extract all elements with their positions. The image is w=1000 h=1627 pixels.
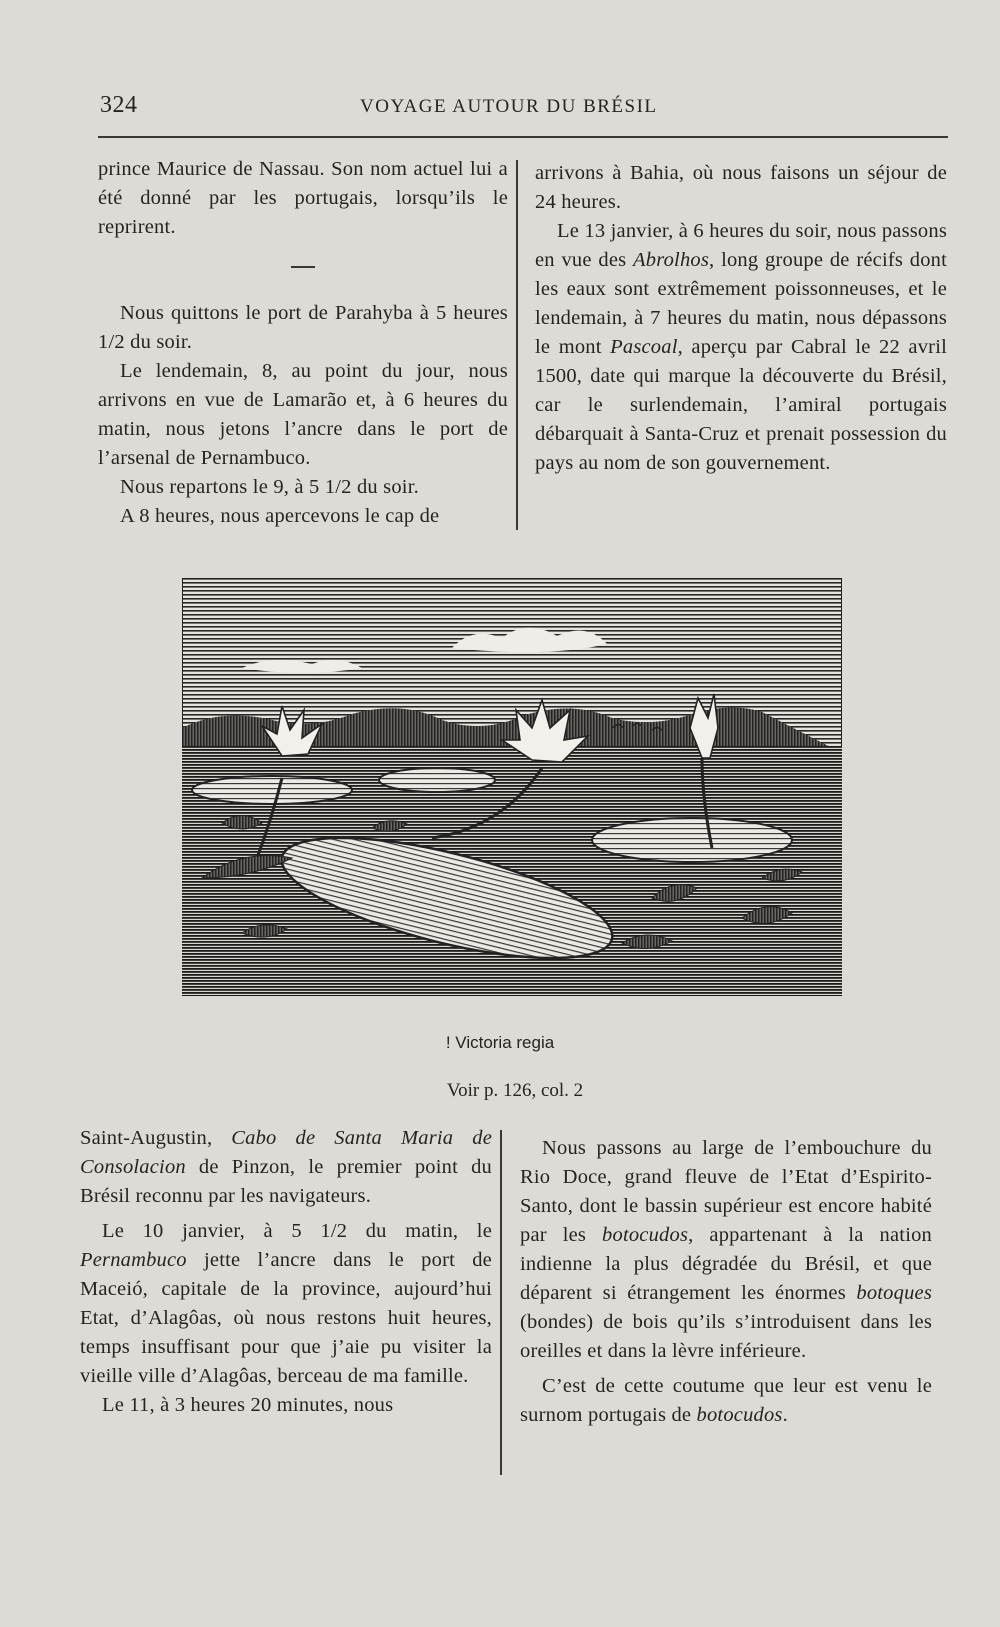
paragraph: Nous repartons le 9, à 5 1/2 du soir. — [120, 476, 419, 498]
ship-name: Pernambuco — [80, 1249, 187, 1271]
paragraph: Saint-Augustin, Cabo de Santa Maria de Consolacion de Pinzon, le premier point du Brésil reconnu par les navigateurs. — [80, 1127, 492, 1207]
term: botoques — [856, 1282, 932, 1304]
header-rule — [98, 136, 948, 138]
figure-reference: Voir p. 126, col. 2 — [446, 1080, 584, 1101]
paragraph: A 8 heures, nous apercevons le cap de — [120, 505, 440, 527]
paragraph: Le lendemain, 8, au point du jour, nous arrivons en vue de Lamarão et, à 6 heures du matin, nous jetons l’ancre dans le port de l’arsenal de Pernambuco. — [98, 360, 508, 469]
bottom-right-column — [520, 1134, 932, 1430]
bottom-left-column — [80, 1124, 492, 1420]
top-right-column — [535, 159, 947, 478]
running-head: VOYAGE AUTOUR DU BRÉSIL — [360, 96, 658, 117]
paragraph: Le 10 janvier, à 5 1/2 du matin, le Pernambuco jette l’ancre dans le port de Maceió, capitale de la province, aujourd’hui Etat, d’Alagôas, où nous restons huit heures, temps insuffisant pour que j’aie pu visiter la vieille ville d’Alagôas, berceau de ma famille. — [80, 1220, 492, 1387]
figure-caption — [0, 1033, 1000, 1053]
page-number: 324 — [100, 92, 138, 118]
paragraph: arrivons à Bahia, où nous faisons un séjour de 24 heures. — [535, 162, 947, 213]
caption-mark: ! — [445, 1033, 451, 1052]
victoria-regia-engraving — [182, 578, 842, 996]
caption-title: Victoria regia — [455, 1033, 555, 1052]
paragraph: C’est de cette coutume que leur est venu le surnom portugais de botocudos. — [520, 1375, 932, 1426]
place-name: Abrolhos — [633, 249, 710, 271]
term: botocudos — [602, 1224, 689, 1246]
top-left-column — [98, 155, 508, 531]
paragraph: prince Maurice de Nassau. Son nom actuel lui a été donné par les portugais, lorsqu’ils le reprirent. — [98, 158, 508, 238]
term: botocudos — [696, 1404, 783, 1426]
column-rule — [500, 1130, 502, 1475]
paragraph: Nous passons au large de l’embouchure du Rio Doce, grand fleuve de l’Etat d’Espirito-Santo, dont le bassin supérieur est encore habité par les botocudos, appartenant à la nation indienne la plus dégradée du Brésil, et que déparent si étrangement les énormes botoques (bondes) de bois qu’ils s’introduisent dans les oreilles et dans la lèvre inférieure. — [520, 1137, 932, 1362]
column-rule — [516, 160, 518, 530]
paragraph: Nous quittons le port de Parahyba à 5 heures 1/2 du soir. — [98, 302, 508, 353]
paragraph: Le 11, à 3 heures 20 minutes, nous — [102, 1394, 394, 1416]
section-separator — [98, 252, 508, 281]
place-name: Cabo de Santa Maria de Consolacion — [80, 1127, 492, 1178]
place-name: Pascoal — [610, 336, 678, 358]
paragraph: Le 13 janvier, à 6 heures du soir, nous passons en vue des Abrolhos, long groupe de récifs dont les eaux sont extrêmement poissonneuses, et le lendemain, à 7 heures du matin, nous dépassons le mont Pascoal, aperçu par Cabral le 22 avril 1500, date qui marque la découverte du Brésil, car le surlendemain, l’amiral portugais débarquait à Santa-Cruz et prenait possession du pays au nom de son gouvernement. — [535, 220, 947, 474]
